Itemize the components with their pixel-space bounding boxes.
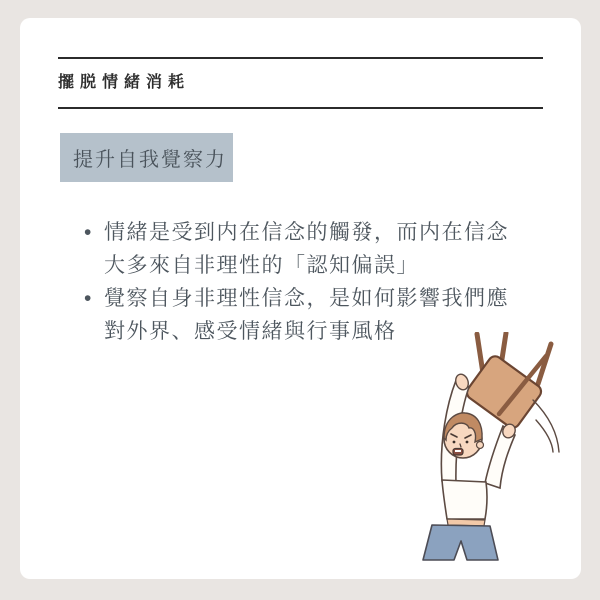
bullet-list — [84, 216, 554, 348]
bullet-text — [104, 216, 509, 282]
bullet-line: 大多來自非理性的「認知偏誤」 — [104, 254, 419, 277]
shirt — [442, 480, 487, 519]
page-title: 擺脱情緒消耗 — [58, 74, 191, 91]
pants — [423, 525, 498, 560]
bullet-line: 覺察自身非理性信念，是如何影響我們應 — [104, 287, 509, 310]
gritted-mouth-icon — [453, 449, 463, 456]
content-card — [20, 18, 581, 579]
head — [444, 413, 484, 458]
eye-icon — [453, 441, 456, 444]
list-item — [84, 216, 554, 282]
bullet-line: 情緒是受到内在信念的觸發，而内在信念 — [104, 221, 509, 244]
top-rule — [58, 57, 543, 59]
chair-throw-illustration — [405, 332, 590, 561]
section-heading-box — [60, 133, 233, 182]
motion-lines-icon — [533, 400, 559, 452]
section-heading: 提升自我覺察力 — [73, 149, 227, 171]
eye-icon — [466, 441, 469, 444]
ear-icon — [477, 442, 484, 449]
bullet-marker: • — [84, 221, 93, 244]
bullet-line: 對外界、感受情緒與行事風格 — [104, 320, 397, 343]
bullet-marker: • — [84, 287, 93, 310]
title-underline-rule — [58, 107, 543, 109]
